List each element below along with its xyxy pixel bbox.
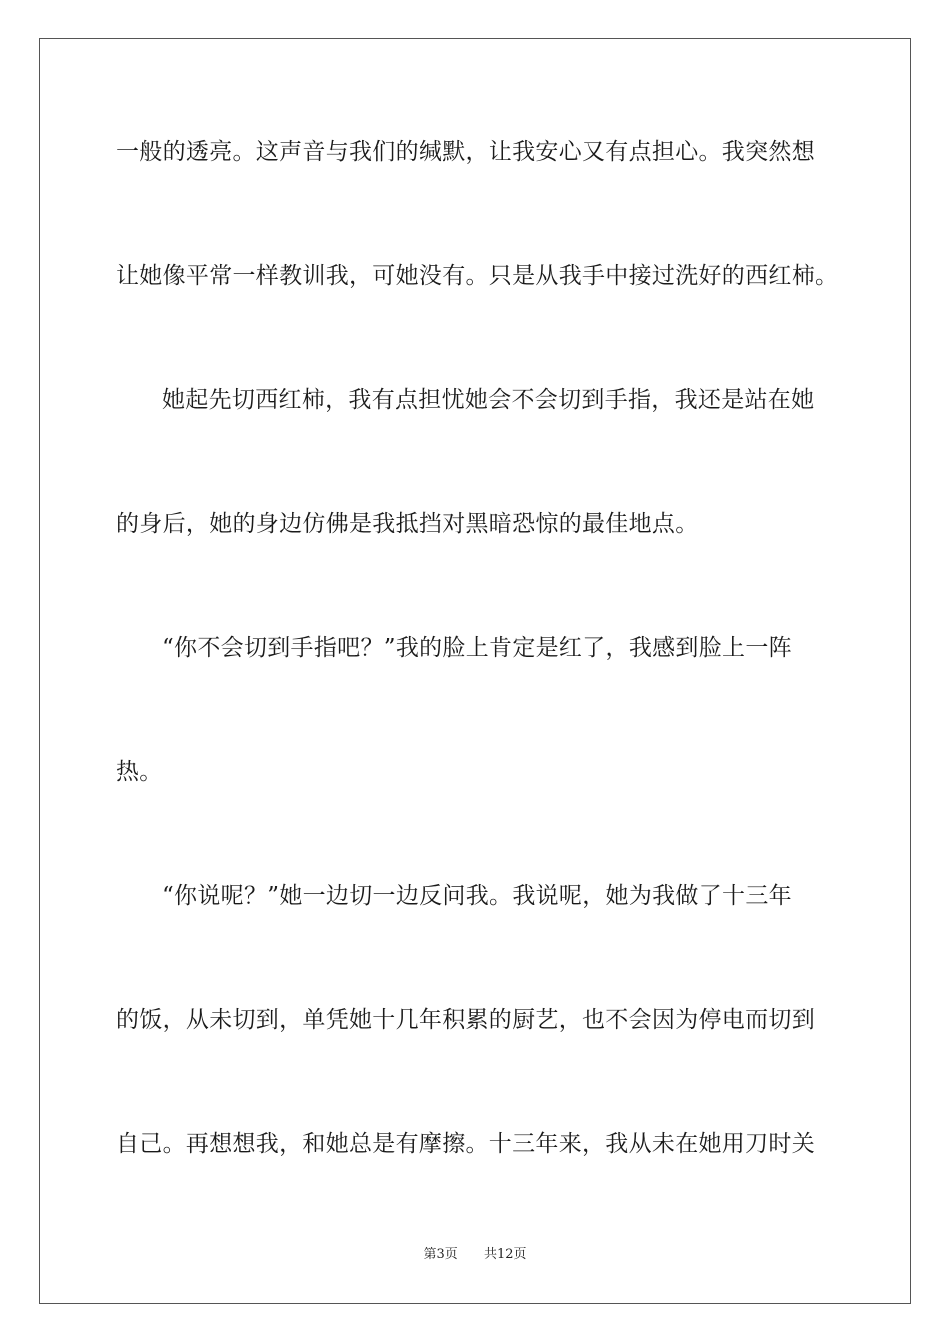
page-footer <box>0 1246 950 1264</box>
text-line: 一般的透亮。这声音与我们的缄默，让我安心又有点担心。我突然想 <box>116 139 815 165</box>
text-line: 热。 <box>116 759 163 785</box>
text-line: “你说呢？”她一边切一边反问我。我说呢，她为我做了十三年 <box>162 883 792 909</box>
page-number: 第3页 <box>423 1247 458 1262</box>
text-line: 让她像平常一样教训我，可她没有。只是从我手中接过洗好的西红柿。 <box>116 263 839 289</box>
text-line: 自己。再想想我，和她总是有摩擦。十三年来，我从未在她用刀时关 <box>116 1131 815 1157</box>
text-line: 的饭，从未切到，单凭她十几年积累的厨艺，也不会因为停电而切到 <box>116 1007 815 1033</box>
text-line: 的身后，她的身边仿佛是我抵挡对黑暗恐惊的最佳地点。 <box>116 511 699 537</box>
text-line: 她起先切西红柿，我有点担忧她会不会切到手指，我还是站在她 <box>162 387 815 413</box>
text-line: “你不会切到手指吧？”我的脸上肯定是红了，我感到脸上一阵 <box>162 635 792 661</box>
page-border <box>39 38 911 1304</box>
page-total: 共12页 <box>484 1247 527 1262</box>
